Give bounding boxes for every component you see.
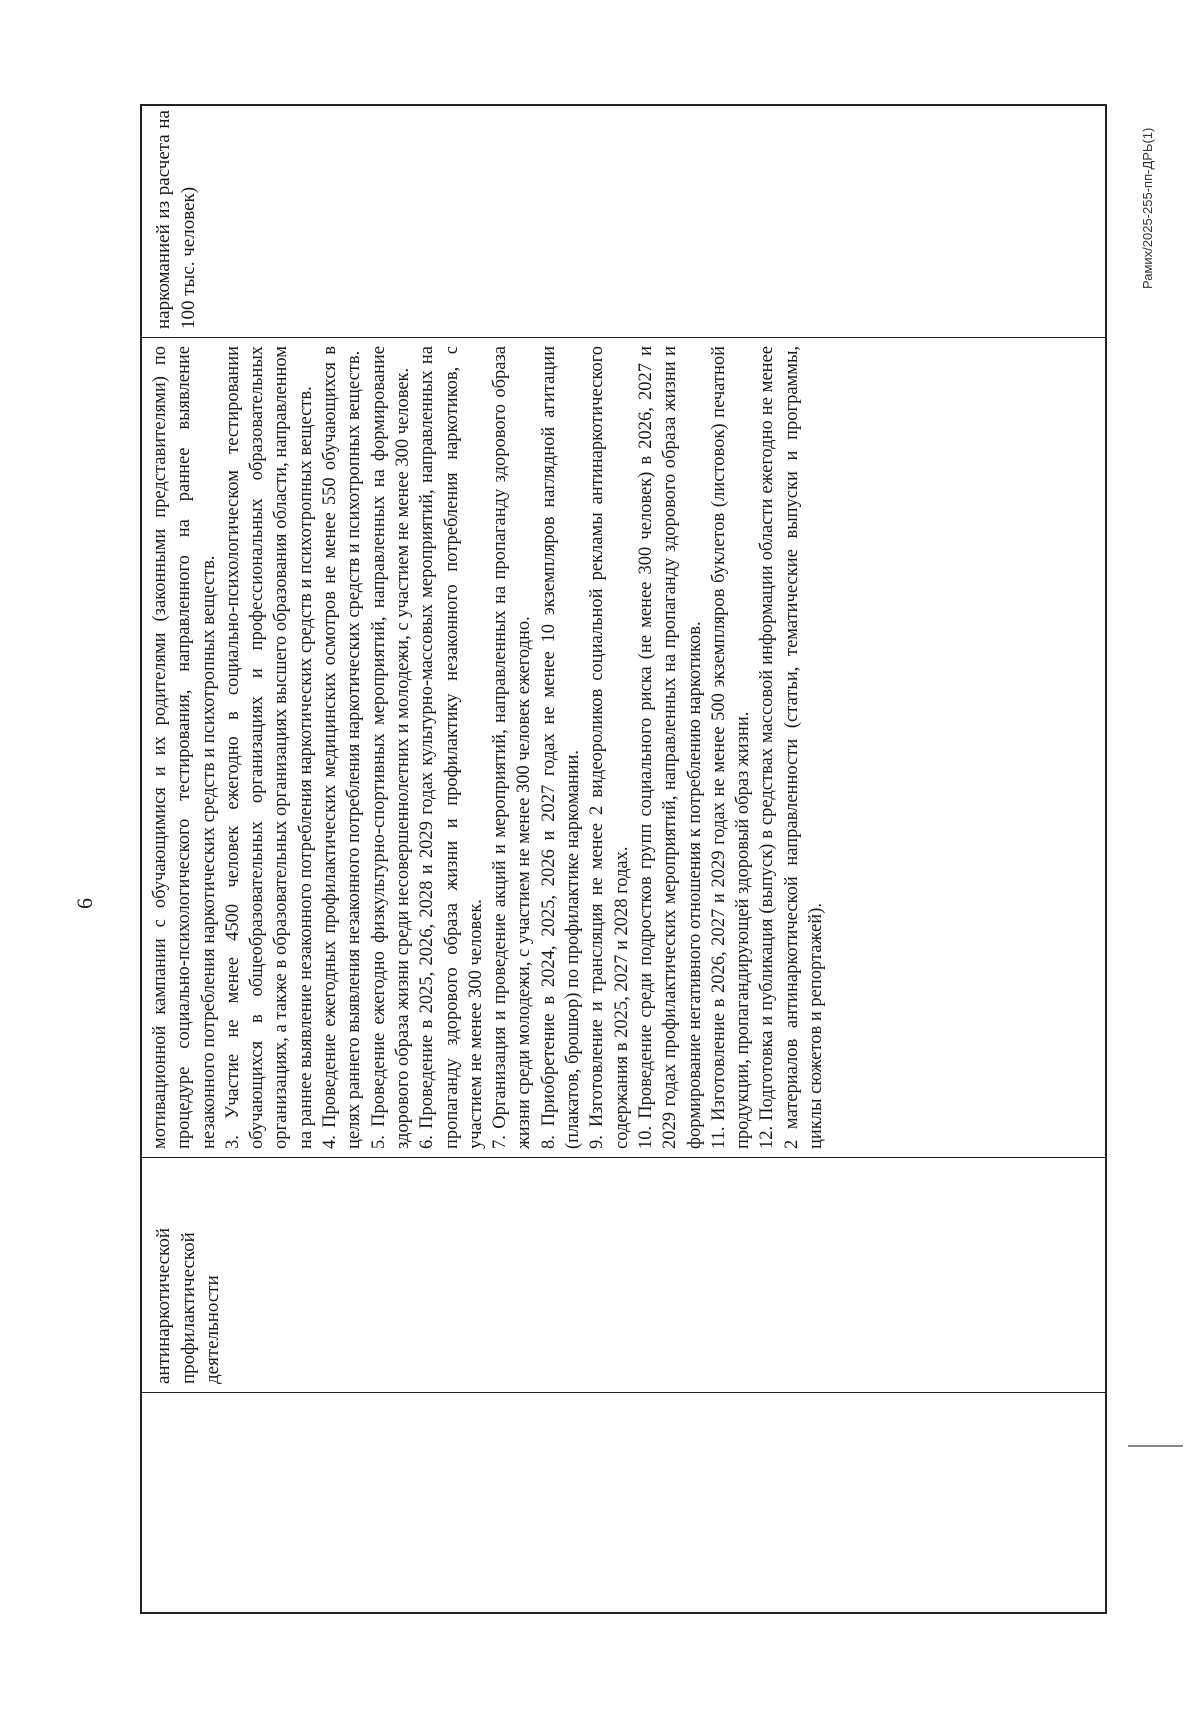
- measure-item: 11. Изготовление в 2026, 2027 и 2029 годах не менее 500 экземпляров буклетов (листовок) печатной продукции, пропагандирующей здоровый образ жизни.: [708, 346, 754, 1149]
- measure-item: 9. Изготовление и трансляция не менее 2 видеороликов социальной рекламы антинаркотического содержания в 2025, 2027 и 2028 годах.: [587, 346, 632, 1149]
- measure-item: мотивационной кампании с обучающимися и их родителями (законными представителями) по процедуре социально-психологического тестирования, направленного на раннее выявление незаконного потребления наркотических средств и психотропных веществ.: [150, 346, 219, 1149]
- table-cell-section: [142, 1157, 1105, 1392]
- table-cell-measures: [142, 337, 1105, 1157]
- measure-item: 3. Участие не менее 4500 человек ежегодно в социально-психологическом тестировании обучающихся в общеобразовательных организациях и профессиональных образовательных организациях, а также в образовательных организациях высшего образования области, направленном на раннее выявление незаконного потребления наркотических средств и психотропных веществ.: [222, 346, 316, 1149]
- measure-item: 10. Проведение среди подростков групп социального риска (не менее 300 человек) в 2026, 2027 и 2029 годах профилактических мероприятий, направленных на пропаганду здорового образа жизни и формирование негативного отношения к потреблению наркотиков.: [635, 346, 705, 1149]
- indicator-text: наркоманией из расчета на 100 тыс. человек): [153, 110, 199, 329]
- table-cell-empty: [142, 1392, 1105, 1612]
- measure-item: 7. Организация и проведение акций и мероприятий, направленных на пропаганду здорового образа жизни среди молодежи, с участием не менее 300 человек ежегодно.: [490, 346, 535, 1149]
- program-table: [140, 104, 1107, 1614]
- page-number: 6: [72, 898, 97, 909]
- measure-item: 8. Приобретение в 2024, 2025, 2026 и 2027 годах не менее 10 экземпляров наглядной агитации (плакатов, брошюр) по профилактике наркомании.: [538, 346, 584, 1149]
- scan-mark: [1128, 1445, 1183, 1447]
- section-label: антинаркотической профилактической деятельности: [153, 1228, 223, 1384]
- measure-item: 5. Проведение ежегодно физкультурно-спортивных мероприятий, направленных на формирование здорового образа жизни среди несовершеннолетних и молодежи, с участием не менее 300 человек.: [368, 346, 413, 1149]
- table-cell-indicator: [142, 102, 1105, 337]
- measure-item: 12. Подготовка и публикация (выпуск) в средствах массовой информации области ежегодно не менее 2 материалов антинаркотической направленности (статьи, тематические выпуски и программы, циклы сюжетов и репортажей).: [757, 346, 827, 1149]
- measure-item: 4. Проведение ежегодных профилактических медицинских осмотров не менее 550 обучающихся в целях раннего выявления незаконного потребления наркотических средств и психотропных веществ.: [320, 346, 365, 1149]
- measure-item: 6. Проведение в 2025, 2026, 2028 и 2029 годах культурно-массовых мероприятий, направленных на пропаганду здорового образа жизни и профилактику незаконного потребления наркотиков, с участием не менее 300 человек.: [417, 346, 486, 1149]
- document-code: Рамих/2025-255-пп-ДРЬ(1): [1140, 127, 1155, 289]
